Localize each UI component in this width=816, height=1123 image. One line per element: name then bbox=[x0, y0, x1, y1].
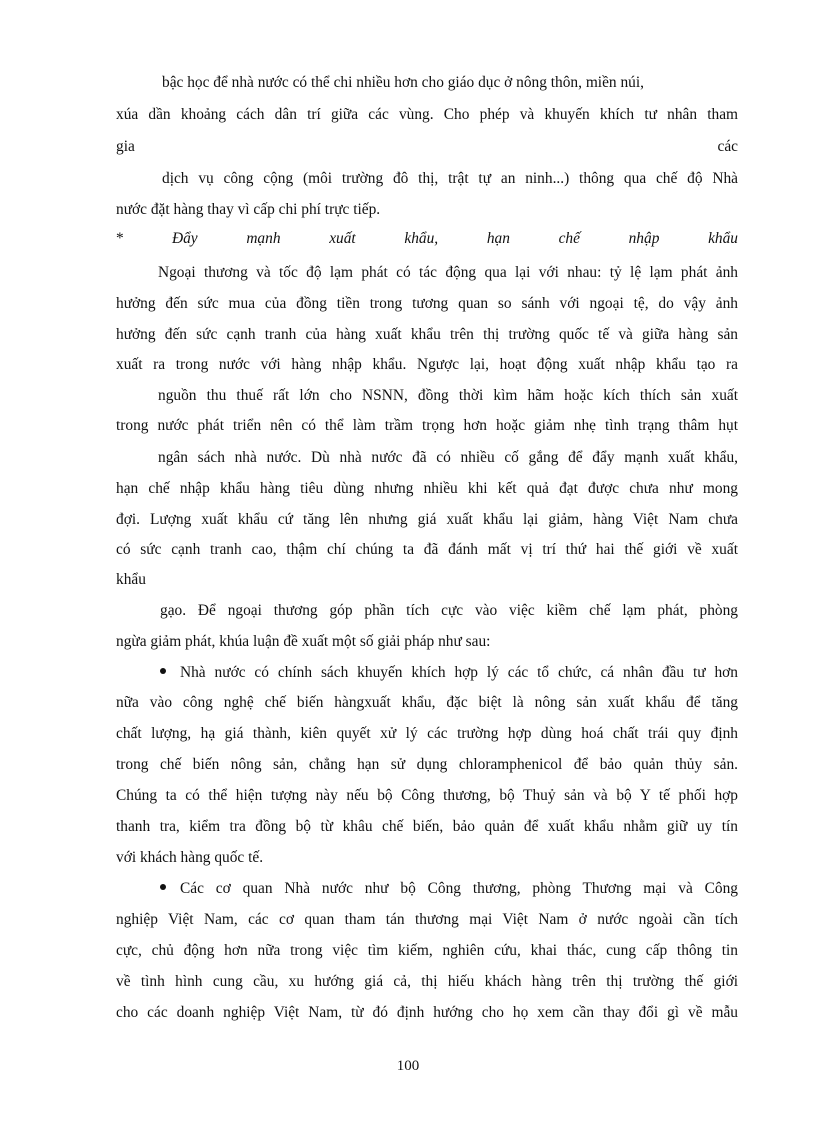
text-line: thanh tra, kiểm tra đồng bộ từ khâu chế biến, bảo quản để xuất khẩu nhằm giữ uy tín bbox=[116, 818, 738, 835]
text-line: về tình hình cung cầu, xu hướng giá cả, thị hiếu khách hàng trên thị trường thế giới bbox=[116, 973, 738, 990]
section-heading: Đẩy mạnh xuất khẩu, hạn chế nhập khẩu bbox=[172, 230, 738, 247]
bullet-icon bbox=[160, 668, 166, 674]
text-line: gạo. Để ngoại thương góp phần tích cực vào việc kiềm chế lạm phát, phòng bbox=[160, 602, 738, 619]
text-line: các bbox=[717, 138, 738, 155]
text-line: nghiệp Việt Nam, các cơ quan tham tán thương mại Việt Nam ở nước ngoài cần tích bbox=[116, 911, 738, 928]
text-line: chất lượng, hạ giá thành, kiên quyết xử lý các trường hợp dùng hoá chất trái quy định bbox=[116, 725, 738, 742]
text-line: trong nước phát triển nên có thể làm trầm trọng hơn hoặc giảm nhẹ tình trạng thâm hụt bbox=[116, 417, 738, 434]
text-line: Chúng ta có thể hiện tượng này nếu bộ Công thương, bộ Thuỷ sản và bộ Y tế phối hợp bbox=[116, 787, 738, 804]
text-line: hưởng đến sức mua của đồng tiền trong tương quan so sánh với ngoại tệ, do vậy ảnh bbox=[116, 295, 738, 312]
text-line: nữa vào công nghệ chế biến hàngxuất khẩu, đặc biệt là nông sản xuất khẩu để tăng bbox=[116, 694, 738, 711]
text-line: Ngoại thương và tốc độ lạm phát có tác động qua lại với nhau: tỷ lệ lạm phát ảnh bbox=[158, 264, 738, 281]
text-line: nguồn thu thuế rất lớn cho NSNN, đồng thời kìm hãm hoặc kích thích sản xuất bbox=[158, 387, 738, 404]
heading-marker: * bbox=[116, 230, 124, 247]
text-line: nước đặt hàng thay vì cấp chi phí trực tiếp. bbox=[116, 201, 381, 218]
text-line: có sức cạnh tranh cao, thậm chí chúng ta đã đánh mất vị trí thứ hai thế giới về xuất bbox=[116, 541, 738, 558]
text-line: ngân sách nhà nước. Dù nhà nước đã có nhiều cố gắng để đẩy mạnh xuất khẩu, bbox=[158, 449, 738, 466]
bullet-item-2 bbox=[160, 879, 738, 899]
text-line: xúa dần khoảng cách dân trí giữa các vùng. Cho phép và khuyến khích tư nhân tham bbox=[116, 106, 738, 123]
text-line: cho các doanh nghiệp Việt Nam, từ đó định hướng cho họ xem cần thay đổi gì về mẫu bbox=[116, 1004, 738, 1021]
bullet-item-1 bbox=[160, 663, 738, 683]
bullet-text: Nhà nước có chính sách khuyến khích hợp lý các tổ chức, cá nhân đầu tư hơn bbox=[180, 664, 738, 681]
bullet-icon bbox=[160, 884, 166, 890]
text-line: xuất ra trong nước với hàng nhập khẩu. Ngược lại, hoạt động xuất nhập khẩu tạo ra bbox=[116, 356, 738, 373]
text-line: hạn chế nhập khẩu hàng tiêu dùng nhưng nhiều khi kết quả đạt được chưa như mong bbox=[116, 480, 738, 497]
text-line: ngừa giảm phát, khúa luận đề xuất một số giải pháp như sau: bbox=[116, 633, 491, 650]
text-line: cực, chủ động hơn nữa trong việc tìm kiếm, nghiên cứu, khai thác, cung cấp thông tin bbox=[116, 942, 738, 959]
text-line: đợi. Lượng xuất khẩu cứ tăng lên nhưng giá xuất khẩu lại giảm, hàng Việt Nam chưa bbox=[116, 511, 738, 528]
text-line: gia bbox=[116, 138, 135, 155]
page-number: 100 bbox=[396, 1058, 420, 1074]
text-line: hưởng đến sức cạnh tranh của hàng xuất khẩu trên thị trường quốc tế và giữa hàng sản bbox=[116, 326, 738, 343]
text-line: bậc học để nhà nước có thể chi nhiều hơn cho giáo dục ở nông thôn, miền núi, bbox=[162, 74, 644, 91]
text-line: với khách hàng quốc tế. bbox=[116, 849, 264, 866]
text-line: trong chế biến nông sản, chẳng hạn sử dụng chloramphenicol để bảo quản thủy sản. bbox=[116, 756, 738, 773]
text-line: khẩu bbox=[116, 571, 146, 588]
bullet-text: Các cơ quan Nhà nước như bộ Công thương, phòng Thương mại và Công bbox=[180, 880, 738, 897]
text-line: dịch vụ công cộng (môi trường đô thị, trật tự an ninh...) thông qua chế độ Nhà bbox=[162, 170, 738, 187]
